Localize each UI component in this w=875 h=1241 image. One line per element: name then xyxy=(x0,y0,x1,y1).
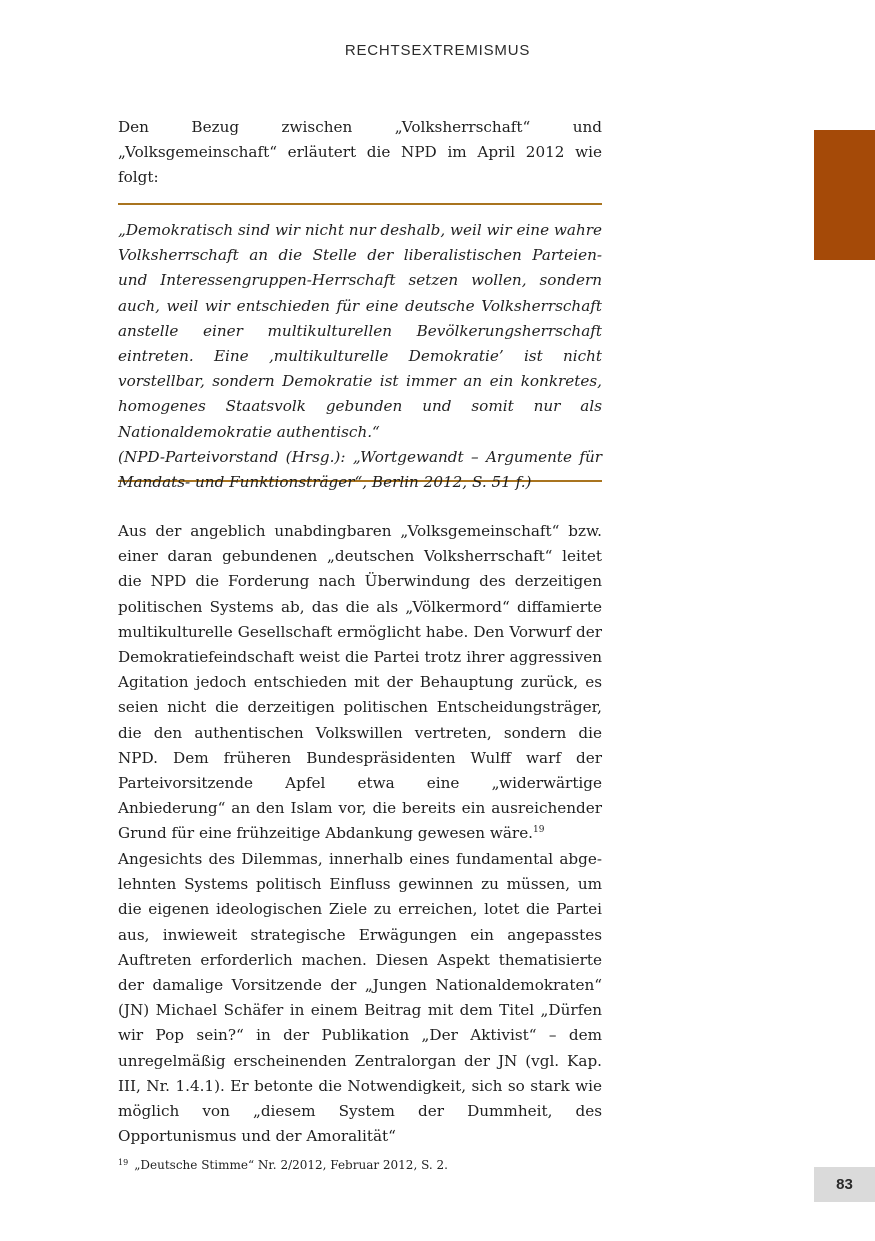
intro-paragraph xyxy=(118,115,602,191)
paragraph-1-text: Aus der angeblich unabdingbaren „Volksgemeinschaft“ bzw. einer daran gebundenen „deutschen Volksherrschaft“ leitet die NPD die Forderung nach Überwindung des derzeitigen politischen Systems ab, das die als „Völkermord“ diffamierte multikulturelle Gesellschaft ermöglicht habe. Den Vorwurf der Demokratiefeindschaft weist die Partei trotz ihrer aggressiven Agitation jedoch entschieden mit der Behauptung zurück, es seien nicht die derzeitigen politischen Entscheidungsträger, die den authentischen Volkswillen vertreten, sondern die NPD. Dem früheren Bundespräsidenten Wulff warf der Parteivorsitzende Apfel etwa eine „widerwärtige Anbiederung“ an den Islam vor, die bereits ein ausreichender Grund für eine frühzeitige Abdankung gewesen wäre. xyxy=(118,522,602,843)
running-head: RECHTSEXTREMISMUS xyxy=(344,42,531,59)
body-paragraph-2 xyxy=(118,847,602,1149)
body-paragraph-1 xyxy=(118,519,602,847)
footnote-reference[interactable]: 19 xyxy=(533,825,545,836)
footnote-text: „Deutsche Stimme“ Nr. 2/2012, Februar 2012, S. 2. xyxy=(134,1158,448,1172)
page-number: 83 xyxy=(814,1167,875,1202)
footnote xyxy=(118,1155,602,1173)
chapter-color-tab xyxy=(814,130,875,260)
footnote-number: 19 xyxy=(118,1158,129,1167)
quote-source: (NPD-Parteivorstand (Hrsg.): „Wortgewandt – Argumente für Mandats- und Funktionsträger“, Berlin 2012, S. 51 f.) xyxy=(118,447,602,492)
paragraph-1 xyxy=(118,519,602,847)
quote-text: „Demokratisch sind wir nicht nur deshalb, weil wir eine wahre Volksherrschaft an die Stelle der liberalistischen Parteien- und Interessengruppen-Herrschaft setzen wollen, sondern auch, weil wir entschieden für eine deutsche Volksherrschaft anstelle einer multikulturellen Bevölkerungsherrschaft eintreten. Eine ‚multikulturelle Demokratie’ ist nicht vorstellbar, sondern Demokratie ist immer an ein konkretes, homogenes Staatsvolk gebunden und somit nur als Nationaldemokratie authentisch.“ xyxy=(118,221,602,441)
intro-text: Den Bezug zwischen „Volksherrschaft“ und „Volksgemeinschaft“ erläutert die NPD im April 2012 wie folgt: xyxy=(118,118,602,187)
paragraph-2-text: Angesichts des Dilemmas, innerhalb eines fundamental abgelehnten Systems politisch Einfluss gewinnen zu müssen, um die eigenen ideologischen Ziele zu erreichen, lotet die Partei aus, inwieweit strategische Erwägungen ein angepasstes Auftreten erforderlich machen. Diesen Aspekt thematisierte der damalige Vorsitzende der „Jungen Nationaldemokraten“ (JN) Michael Schäfer in einem Beitrag mit dem Titel „Dürfen wir Pop sein?“ in der Publikation „Der Aktivist“ – dem unregelmäßig erscheinenden Zentralorgan der JN (vgl. Kap. III, Nr. 1.4.1). Er betonte die Notwendigkeit, sich so stark wie möglich von „diesem System der Dummheit, des Opportunismus und der Amoralität“ xyxy=(118,850,602,1146)
quote-block xyxy=(118,203,602,492)
